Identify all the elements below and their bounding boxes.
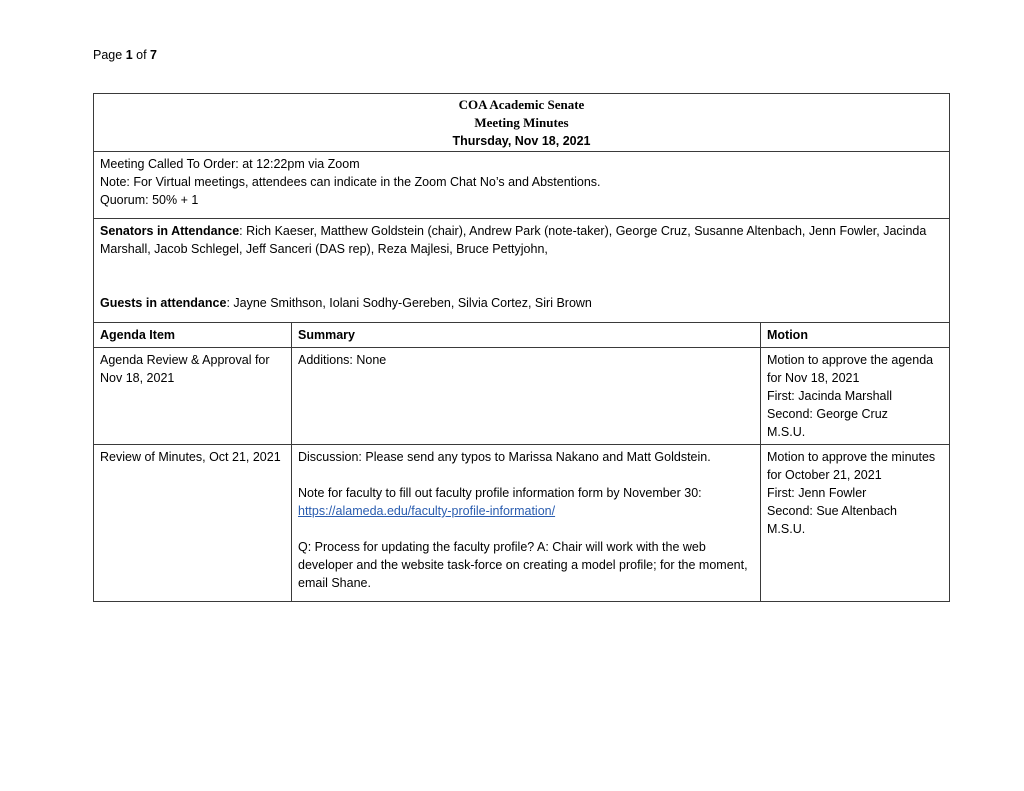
- agenda-item: Review of Minutes, Oct 21, 2021: [94, 445, 292, 602]
- summary-note: Note for faculty to fill out faculty profile information form by November 30:: [298, 486, 702, 500]
- motion: [761, 348, 950, 445]
- guests-line: [100, 294, 943, 312]
- summary: Additions: None: [292, 348, 761, 445]
- senators-line: [100, 222, 943, 258]
- col-motion: Motion: [761, 323, 950, 348]
- col-agenda-item: Agenda Item: [94, 323, 292, 348]
- motion-text: Motion to approve the agenda for Nov 18, 2021: [767, 353, 934, 385]
- motion-second: Second: George Cruz: [767, 407, 888, 421]
- table-row: [94, 445, 950, 602]
- meeting-info: [94, 152, 950, 219]
- column-headers: [94, 323, 950, 348]
- motion: [761, 445, 950, 602]
- senators-list: : Rich Kaeser, Matthew Goldstein (chair), Andrew Park (note-taker), George Cruz, Susanne Altenbach, Jenn Fowler, Jacinda Marshall, Jacob Schlegel, Jeff Sanceri (DAS rep), Reza Majlesi, Bruce Pettyjohn,: [100, 224, 927, 256]
- document-header: [94, 94, 950, 152]
- attendance: [94, 219, 950, 323]
- motion-first: First: Jenn Fowler: [767, 486, 867, 500]
- motion-text: Motion to approve the minutes for October 21, 2021: [767, 450, 936, 482]
- agenda-item: Agenda Review & Approval for Nov 18, 2021: [94, 348, 292, 445]
- motion-result: M.S.U.: [767, 522, 806, 536]
- summary-qa: Q: Process for updating the faculty profile? A: Chair will work with the web developer and the website task-force on creating a model profile; for the moment, email Shane.: [298, 540, 748, 590]
- page-total: 7: [150, 48, 157, 62]
- page-number: [93, 48, 157, 62]
- page-sep: of: [136, 48, 147, 62]
- org-title: COA Academic Senate: [458, 97, 585, 112]
- motion-first: First: Jacinda Marshall: [767, 389, 893, 403]
- motion-second: Second: Sue Altenbach: [767, 504, 897, 518]
- called-to-order: Meeting Called To Order: at 12:22pm via Zoom: [100, 157, 360, 171]
- page-current: 1: [125, 48, 133, 62]
- senators-label: Senators in Attendance: [100, 224, 240, 238]
- doc-title: Meeting Minutes: [474, 115, 569, 130]
- virtual-note: Note: For Virtual meetings, attendees can indicate in the Zoom Chat No’s and Abstentions.: [100, 175, 601, 189]
- col-summary: Summary: [292, 323, 761, 348]
- table-row: [94, 348, 950, 445]
- meeting-date: Thursday, Nov 18, 2021: [452, 134, 591, 148]
- page-prefix: Page: [93, 48, 123, 62]
- faculty-profile-link[interactable]: https://alameda.edu/faculty-profile-information/: [298, 504, 556, 518]
- guests-list: : Jayne Smithson, Iolani Sodhy-Gereben, Silvia Cortez, Siri Brown: [226, 296, 592, 310]
- minutes-table: [93, 93, 950, 602]
- summary: [292, 445, 761, 602]
- quorum: Quorum: 50% + 1: [100, 193, 199, 207]
- guests-label: Guests in attendance: [100, 296, 227, 310]
- motion-result: M.S.U.: [767, 425, 806, 439]
- summary-discussion: Discussion: Please send any typos to Marissa Nakano and Matt Goldstein.: [298, 450, 711, 464]
